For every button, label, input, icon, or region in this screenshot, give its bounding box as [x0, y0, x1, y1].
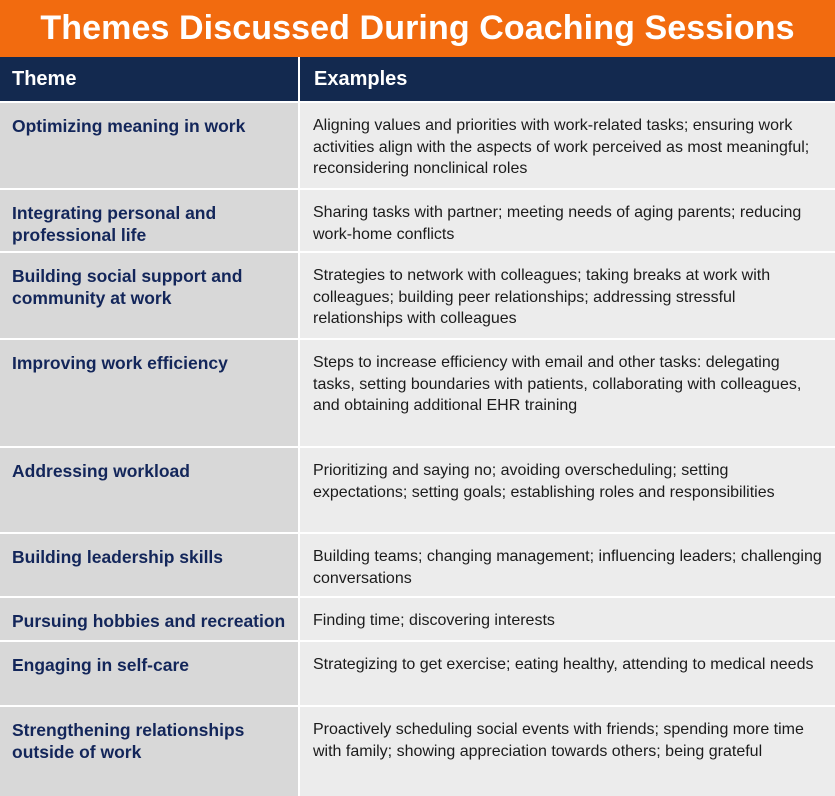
examples-cell: Aligning values and priorities with work-related tasks; ensuring work activities align with the aspects of work perceived as most meaningful; reconsidering nonclinical roles	[298, 101, 835, 188]
page-title: Themes Discussed During Coaching Sessions	[40, 9, 795, 47]
theme-cell: Building social support and community at work	[0, 251, 298, 338]
theme-cell: Strengthening relationships outside of work	[0, 705, 298, 796]
examples-cell: Prioritizing and saying no; avoiding overscheduling; setting expectations; setting goals; establishing roles and responsibilities	[298, 446, 835, 532]
examples-cell: Strategizing to get exercise; eating healthy, attending to medical needs	[298, 640, 835, 705]
theme-cell: Improving work efficiency	[0, 338, 298, 446]
theme-cell: Building leadership skills	[0, 532, 298, 596]
theme-cell: Integrating personal and professional life	[0, 188, 298, 251]
examples-cell: Sharing tasks with partner; meeting needs of aging parents; reducing work-home conflicts	[298, 188, 835, 251]
examples-cell: Finding time; discovering interests	[298, 596, 835, 640]
theme-cell: Optimizing meaning in work	[0, 101, 298, 188]
title-banner	[0, 0, 835, 57]
examples-cell: Steps to increase efficiency with email and other tasks: delegating tasks, setting boundaries with patients, collaborating with colleagues, and obtaining additional EHR training	[298, 338, 835, 446]
theme-cell: Addressing workload	[0, 446, 298, 532]
theme-cell: Pursuing hobbies and recreation	[0, 596, 298, 640]
column-header-theme: Theme	[0, 57, 298, 101]
examples-cell: Strategies to network with colleagues; taking breaks at work with colleagues; building peer relationships; addressing stressful relationships with colleagues	[298, 251, 835, 338]
theme-cell: Engaging in self-care	[0, 640, 298, 705]
column-header-examples: Examples	[298, 57, 835, 101]
examples-cell: Building teams; changing management; influencing leaders; challenging conversations	[298, 532, 835, 596]
examples-cell: Proactively scheduling social events with friends; spending more time with family; showing appreciation towards others; being grateful	[298, 705, 835, 796]
themes-table	[0, 57, 835, 796]
